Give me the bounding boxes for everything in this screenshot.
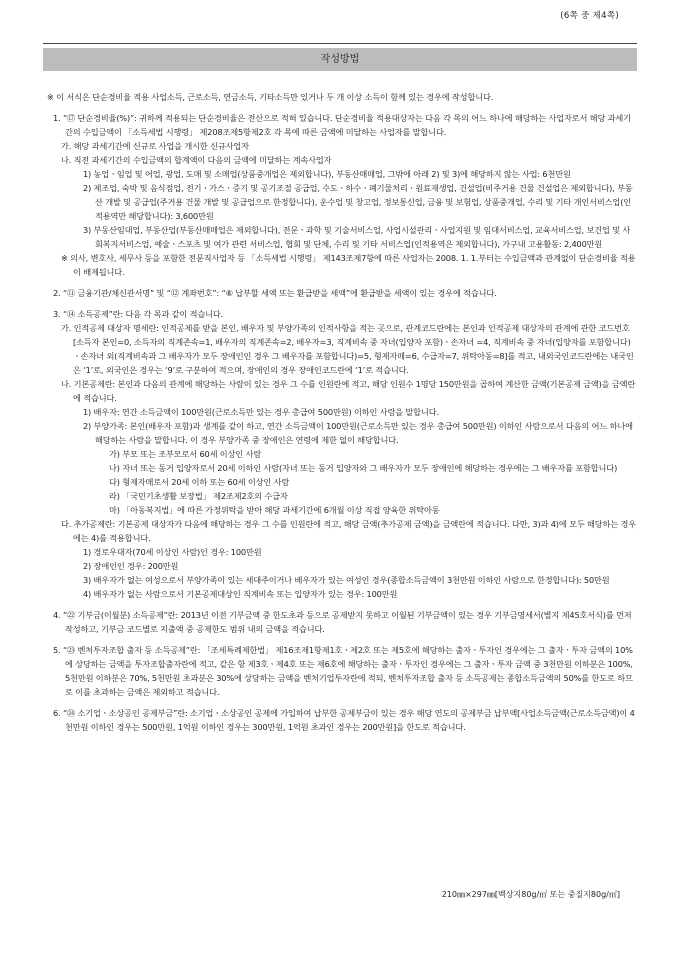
item-3-sub-na: 나) 자녀 또는 동거 입양자로서 20세 이하인 사람(자녀 또는 동거 입양자와 그 배우자가 모두 장애인에 해당하는 경우에는 그 배우자를 포함합니다) [109,463,618,473]
item-3-na-1: 1) 배우자: 연간 소득금액이 100만원(근로소득만 있는 경우 총급여 500만원) 이하인 사람을 말합니다. [83,407,439,417]
section-title: 작성방법 [43,48,637,71]
item-3: 3. “⑭ 소득공제”란: 다음 각 목과 같이 적습니다. [53,309,224,319]
item-6: 6. “㉔ 소기업ㆍ소상공인 공제부금”란: 소기업ㆍ소상공인 공제에 가입하여 납부한 공제부금이 있는 경우 해당 연도의 공제부금 납부액[사업소득금액(근로소득금액)이 4천만원 이하인 경우는 500만원, 1억원 이하인 경우는 300만원, 1억원 초과인 경우는 200만원]을 한도로 적습니다. [53,708,635,732]
item-3-da-4: 4) 배우자가 없는 사람으로서 기본공제대상인 직계비속 또는 입양자가 있는 경우: 100만원 [83,589,398,599]
item-1-note: ※ 의사, 변호사, 세무사 등을 포함한 전문직사업자 등 「소득세법 시행령」 제143조제7항에 따른 사업자는 2008. 1. 1.부터는 수입금액과 관계없이 단순경비율 적용이 배제됩니다. [61,253,636,277]
item-4: 4. “㉒ 기부금(이월분) 소득공제”란: 2013년 이전 기부금액 중 한도초과 등으로 공제받지 못하고 이월된 기부금액이 있는 경우 기부금명세서(별지 제45호서식)를 먼저 작성하고, 기부금 코드별로 지출액 중 공제한도 범위 내의 금액을 적습니다. [53,610,632,634]
item-3-da-3: 3) 배우자가 없는 여성으로서 부양가족이 있는 세대주이거나 배우자가 있는 여성인 경우(종합소득금액이 3천만원 이하인 사람으로 한정합니다): 50만원 [83,575,610,585]
item-1-na: 나. 직전 과세기간의 수입금액의 합계액이 다음의 금액에 미달하는 계속사업자 [61,155,332,165]
item-3-na: 나. 기본공제란: 본인과 다음의 관계에 해당하는 사람이 있는 경우 그 수를 인원란에 적고, 해당 인원수 1명당 150만원을 곱하여 계산한 금액(기본공제 금액)을 금액란에 적습니다. [61,379,636,403]
item-3-sub-ga: 가) 부모 또는 조부모로서 60세 이상인 사람 [109,449,262,459]
instructions-body [43,90,637,734]
intro-note: ※ 이 서식은 단순경비율 적용 사업소득, 근로소득, 연금소득, 기타소득만 있거나 두 개 이상 소득이 함께 있는 경우에 작성합니다. [47,92,494,102]
item-3-sub-da: 다) 형제자매로서 20세 이하 또는 60세 이상인 사람 [109,477,290,487]
item-3-sub-ra: 라) 「국민기초생활 보장법」 제2조제2호의 수급자 [109,491,288,501]
item-1-na-2: 2) 제조업, 숙박 및 음식점업, 전기ㆍ가스ㆍ증기 및 공기조절 공급업, 수도ㆍ하수ㆍ폐기물처리ㆍ원료재생업, 건설업(비주거용 건물 건설업은 제외합니다), 부동산 개발 및 공급업(주거용 건물 개발 및 공급업으로 한정합니다), 운수업 및 창고업, 정보통신업, 금융 및 보험업, 상품중개업, 수리 및 기타 개인서비스업(인적용역만 해당합니다): 3,600만원 [83,183,633,221]
item-3-ga: 가. 인적공제 대상자 명세란: 인적공제를 받을 본인, 배우자 및 부양가족의 인적사항을 적는 곳으로, 관계코드란에는 본인과 인적공제 대상자의 관계에 관한 코드번호[소득자 본인=0, 소득자의 직계존속=1, 배우자의 직계존속=2, 배우자=3, 직계비속 중 자녀(입양자 포함)ㆍ손자녀 =4, 직계비속 중 자녀(입양자를 포함합니다)ㆍ손자녀 외(직계비속과 그 배우자가 모두 장애인인 경우 그 배우자를 포함합니다)=5, 형제자매=6, 수급자=7, 위탁아동=8]를 적고, 내외국인코드란에는 내국인은 ‘1’로, 외국인은 경우는 ‘9’로 구분하여 적으며, 장애인의 경우 장애인코드란에 ‘1’로 적습니다. [61,323,634,375]
page-number: (6쪽 중 제4쪽) [560,11,619,21]
item-2: 2. “⑪ 금융기관/체신관서명” 및 “⑫ 계좌번호”: “⑥ 납부할 세액 또는 환급받을 세액”에 환급받을 세액이 있는 경우에 적습니다. [53,288,497,298]
item-3-da-1: 1) 경로우대자(70세 이상인 사람)인 경우: 100만원 [83,547,262,557]
item-3-da: 다. 추가공제란: 기본공제 대상자가 다음에 해당하는 경우 그 수를 인원란에 적고, 해당 금액(추가공제 금액)을 금액란에 적습니다. 다만, 3)과 4)에 모두 해당하는 경우에는 4)를 적용합니다. [61,519,637,543]
item-3-na-2: 2) 부양가족: 본인(배우자 포함)과 생계를 같이 하고, 연간 소득금액이 100만원(근로소득만 있는 경우 총급여 500만원) 이하인 사람으로서 다음의 어느 하나에 해당하는 사람을 말합니다. 이 경우 부양가족 중 장애인은 연령에 제한 없이 해당합니다. [83,421,633,445]
paper-spec: 210㎜×297㎜[백상지80g/㎡ 또는 중질지80g/㎡] [441,890,620,899]
item-1-ga: 가. 해당 과세기간에 신규로 사업을 개시한 신규사업자 [61,141,249,151]
item-3-sub-ma: 마) 「아동복지법」에 따른 가정위탁을 받아 해당 과세기간에 6개월 이상 직접 양육한 위탁아동 [109,505,440,515]
item-1-na-1: 1) 농업ㆍ임업 및 어업, 광업, 도매 및 소매업(상품중개업은 제외합니다), 부동산매매업, 그밖에 아래 2) 및 3)에 해당하지 않는 사업: 6천만원 [83,169,571,179]
item-1: 1. “⑰ 단순경비율(%)”: 귀하께 적용되는 단순경비율은 전산으로 적혀 있습니다. 단순경비율 적용대상자는 다음 각 목의 어느 하나에 해당하는 사업자로서 해당 과세기간의 수입금액이 「소득세법 시행령」 제208조제5항제2호 각 목에 따른 금액에 미달하는 사업자를 말합니다. [53,113,631,137]
item-3-da-2: 2) 장애인인 경우: 200만원 [83,561,179,571]
item-1-na-3: 3) 부동산임대업, 부동산업(부동산매매업은 제외합니다), 전문ㆍ과학 및 기술서비스업, 사업시설관리ㆍ사업지원 및 임대서비스업, 교육서비스업, 보건업 및 사회복지서비스업, 예술ㆍ스포츠 및 여가 관련 서비스업, 협회 및 단체, 수리 및 기타 서비스업(인적용역은 제외합니다), 가구내 고용활동: 2,400만원 [83,225,631,249]
top-divider [43,43,637,44]
item-5: 5. “㉓ 벤처투자조합 출자 등 소득공제”란: 「조세특례제한법」 제16조제1항제1호ㆍ제2호 또는 제5호에 해당하는 출자ㆍ투자인 경우에는 그 출자ㆍ투자 금액의 10%에 상당하는 금액을 투자조합출자란에 적고, 같은 항 제3호ㆍ제4호 또는 제6호에 해당하는 출자ㆍ투자인 경우에는 그 출자ㆍ투자 금액 중 3천만원 이하분은 100%, 5천만원 이하분은 70%, 5천만원 초과분은 30%에 상당하는 금액을 벤처기업투자란에 적되, 벤처투자조합 출자 등 소득공제는 종합소득금액의 50%를 한도로 하므로 이를 초과하는 금액은 제외하고 적습니다. [53,645,633,697]
